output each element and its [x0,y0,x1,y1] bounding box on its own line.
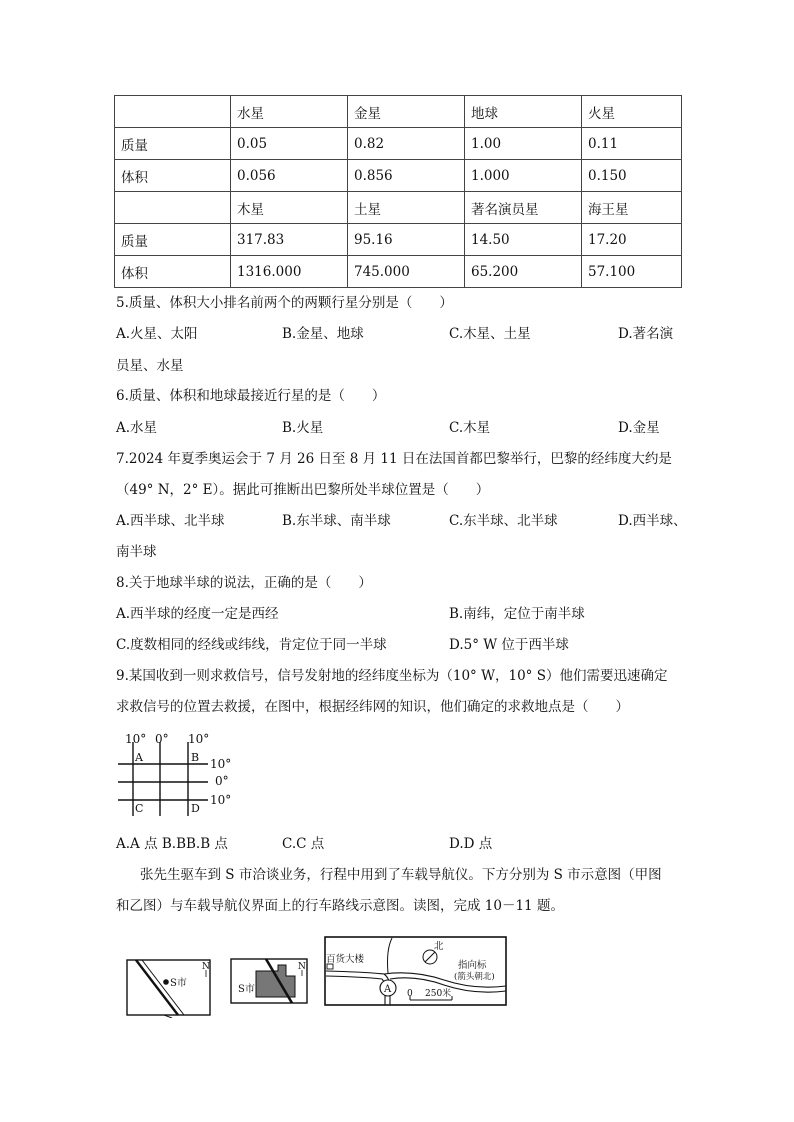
table-row [115,256,682,288]
table-row [115,192,682,224]
table-cell: 65.200 [465,256,582,288]
q5-option-c[interactable]: C.木星、土星 [449,326,531,342]
planet-data-table [114,95,682,288]
q9-option-d[interactable]: D.D 点 [449,836,493,852]
store-label: 百货大楼 [326,954,365,965]
q7-stem-line2: （49° N，2° E）。据此可推断出巴黎所处半球位置是（ ） [116,482,490,498]
q7-option-a[interactable]: A.西半球、北半球 [116,513,225,529]
city-map-jia [126,956,212,1018]
q7-option-d[interactable]: D.西半球、 [618,513,687,529]
table-cell: 金星 [348,96,465,128]
q6-stem: 6.质量、体积和地球最接近行星的是（ ） [116,388,386,404]
map1-city-label: S市 [170,978,187,989]
table-cell: 1.000 [465,160,582,192]
q9-option-c[interactable]: C.C 点 [282,836,325,852]
table-cell: 14.50 [465,224,582,256]
table-cell: 0.150 [582,160,682,192]
grid-right-label: 10° [210,757,232,771]
pointer-label: 指向标 [458,960,487,971]
row-header-cell [115,96,231,128]
q9-option-a-b[interactable]: A.A 点 B.BB.B 点 [116,836,228,852]
point-a-label: A [135,751,143,764]
row-header-cell [115,192,231,224]
q8-option-d[interactable]: D.5° W 位于西半球 [449,637,569,653]
q6-option-d[interactable]: D.金星 [618,420,660,436]
grid-right-label: 10° [210,793,232,807]
table-cell: 木星 [231,192,348,224]
q6-option-b[interactable]: B.火星 [282,420,324,436]
grid-top-label: 10° [188,732,210,746]
intro-line2: 和乙图）与车载导航仪界面上的行车路线示意图。读图，完成 10－11 题。 [116,898,564,914]
grid-right-label: 0° [215,774,229,788]
table-row [115,224,682,256]
lat-long-grid-figure [110,730,250,825]
q6-option-a[interactable]: A.水星 [116,420,158,436]
car-position-label: A [384,984,392,995]
table-cell: 0.11 [582,128,682,160]
table-cell: 0.056 [231,160,348,192]
q8-stem: 8.关于地球半球的说法，正确的是（ ） [116,575,372,591]
table-cell: 57.100 [582,256,682,288]
q7-option-b[interactable]: B.东半球、南半球 [282,513,391,529]
table-cell: 1316.000 [231,256,348,288]
q5-option-b[interactable]: B.金星、地球 [282,326,364,342]
north-indicator: N [202,962,210,972]
city-dot-icon [163,979,169,985]
row-header-cell: 体积 [115,256,231,288]
table-cell: 土星 [348,192,465,224]
city-map-yi [230,956,310,1006]
q5-stem: 5.质量、体积大小排名前两个的两颗行星分别是（ ） [116,295,453,311]
table-row [115,128,682,160]
intro-line1: 张先生驱车到 S 市洽谈业务，行程中用到了车载导航仪。下方分别为 S 市示意图（甲图 [140,867,662,883]
table-cell: 0.82 [348,128,465,160]
q9-stem-line1: 9.某国收到一则求救信号，信号发射地的经纬度坐标为（10° W，10° S）他们需要迅速确定 [116,668,668,684]
north-label: 北 [434,941,444,952]
q5-option-a[interactable]: A.火星、太阳 [116,326,198,342]
table-cell: 著名演员星 [465,192,582,224]
q6-option-c[interactable]: C.木星 [449,420,491,436]
q5-option-d-cont: 员星、水星 [116,358,184,374]
north-indicator: N [298,962,306,972]
table-cell: 1.00 [465,128,582,160]
table-row [115,96,682,128]
table-row [115,160,682,192]
table-cell: 海王星 [582,192,682,224]
q7-option-d-cont: 南半球 [116,544,157,560]
point-b-label: B [191,751,200,764]
q8-option-b[interactable]: B.南纬，定位于南半球 [449,606,585,622]
table-cell: 地球 [465,96,582,128]
navigation-route-map [324,936,510,1010]
table-cell: 0.856 [348,160,465,192]
q7-option-c[interactable]: C.东半球、北半球 [449,513,558,529]
row-header-cell: 质量 [115,224,231,256]
row-header-cell: 体积 [115,160,231,192]
scale-value: 250米 [425,989,452,999]
point-c-label: C [135,802,144,815]
table-cell: 水星 [231,96,348,128]
table-cell: 17.20 [582,224,682,256]
point-d-label: D [191,802,200,815]
grid-top-label: 10° [125,732,147,746]
q9-stem-line2: 求救信号的位置去救援，在图中，根据经纬网的知识，他们确定的求救地点是（ ） [116,699,629,715]
map2-city-label: S市 [238,984,255,995]
table-cell: 火星 [582,96,682,128]
pointer-note: (箭头朝北) [454,972,495,982]
table-cell: 317.83 [231,224,348,256]
q7-stem-line1: 7.2024 年夏季奥运会于 7 月 26 日至 8 月 11 日在法国首都巴黎举行，巴黎的经纬度大约是 [116,451,672,467]
table-cell: 95.16 [348,224,465,256]
q8-option-c[interactable]: C.度数相同的经线或纬线，肯定位于同一半球 [116,637,387,653]
table-cell: 745.000 [348,256,465,288]
q5-option-d[interactable]: D.著名演 [618,326,674,342]
grid-top-label: 0° [155,732,169,746]
row-header-cell: 质量 [115,128,231,160]
q8-option-a[interactable]: A.西半球的经度一定是西经 [116,606,279,622]
table-cell: 0.05 [231,128,348,160]
scale-zero: 0 [407,989,413,999]
